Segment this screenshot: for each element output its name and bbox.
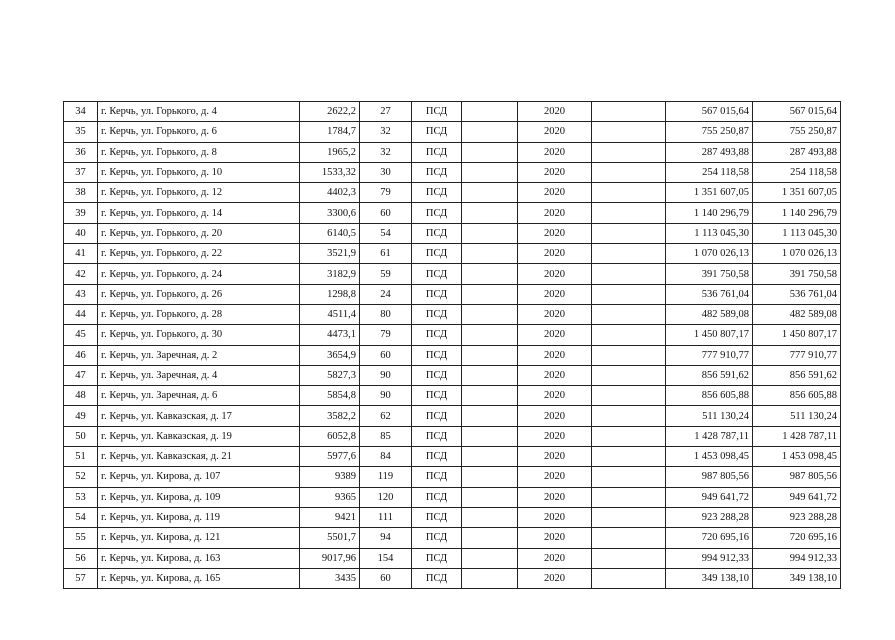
empty-cell [592,183,666,203]
table-row [64,122,841,142]
address-cell: г. Керчь, ул. Заречная, д. 4 [98,365,300,385]
row-number: 49 [64,406,98,426]
count-cell: 62 [360,406,412,426]
year-cell: 2020 [518,507,592,527]
cost-cell: 1 113 045,30 [666,223,753,243]
area-cell: 4473,1 [300,325,360,345]
table-row [64,386,841,406]
empty-cell [462,325,518,345]
empty-cell [592,406,666,426]
count-cell: 79 [360,325,412,345]
work-type-cell: ПСД [412,142,462,162]
address-cell: г. Керчь, ул. Горького, д. 10 [98,162,300,182]
row-number: 47 [64,365,98,385]
empty-cell [592,467,666,487]
cost-cell: 755 250,87 [666,122,753,142]
address-cell: г. Керчь, ул. Горького, д. 24 [98,264,300,284]
address-cell: г. Керчь, ул. Кавказская, д. 21 [98,447,300,467]
row-number: 54 [64,507,98,527]
work-type-cell: ПСД [412,102,462,122]
table-row [64,325,841,345]
total-cost-cell: 254 118,58 [753,162,841,182]
cost-cell: 923 288,28 [666,507,753,527]
row-number: 37 [64,162,98,182]
empty-cell [462,162,518,182]
empty-cell [592,102,666,122]
work-type-cell: ПСД [412,264,462,284]
table-row [64,487,841,507]
address-cell: г. Керчь, ул. Горького, д. 12 [98,183,300,203]
empty-cell [592,548,666,568]
empty-cell [462,345,518,365]
table-row [64,467,841,487]
area-cell: 5854,8 [300,386,360,406]
cost-cell: 949 641,72 [666,487,753,507]
table-row [64,426,841,446]
empty-cell [462,467,518,487]
work-type-cell: ПСД [412,365,462,385]
area-cell: 6052,8 [300,426,360,446]
row-number: 35 [64,122,98,142]
year-cell: 2020 [518,284,592,304]
address-cell: г. Керчь, ул. Горького, д. 14 [98,203,300,223]
table-row [64,528,841,548]
address-cell: г. Керчь, ул. Кавказская, д. 17 [98,406,300,426]
address-cell: г. Керчь, ул. Горького, д. 30 [98,325,300,345]
table-row [64,162,841,182]
year-cell: 2020 [518,264,592,284]
empty-cell [462,122,518,142]
cost-cell: 994 912,33 [666,548,753,568]
table-row [64,548,841,568]
empty-cell [462,223,518,243]
cost-cell: 1 450 807,17 [666,325,753,345]
row-number: 38 [64,183,98,203]
cost-cell: 1 140 296,79 [666,203,753,223]
year-cell: 2020 [518,183,592,203]
row-number: 50 [64,426,98,446]
count-cell: 80 [360,304,412,324]
year-cell: 2020 [518,568,592,588]
area-cell: 3654,9 [300,345,360,365]
count-cell: 54 [360,223,412,243]
table-row [64,507,841,527]
total-cost-cell: 777 910,77 [753,345,841,365]
total-cost-cell: 391 750,58 [753,264,841,284]
total-cost-cell: 536 761,04 [753,284,841,304]
work-type-cell: ПСД [412,223,462,243]
cost-cell: 1 453 098,45 [666,447,753,467]
table-row [64,244,841,264]
area-cell: 5827,3 [300,365,360,385]
address-cell: г. Керчь, ул. Горького, д. 28 [98,304,300,324]
row-number: 55 [64,528,98,548]
cost-cell: 1 351 607,05 [666,183,753,203]
work-type-cell: ПСД [412,568,462,588]
empty-cell [592,304,666,324]
empty-cell [462,447,518,467]
table-row [64,447,841,467]
address-cell: г. Керчь, ул. Кирова, д. 107 [98,467,300,487]
table-row [64,223,841,243]
year-cell: 2020 [518,223,592,243]
total-cost-cell: 511 130,24 [753,406,841,426]
row-number: 51 [64,447,98,467]
table-row [64,284,841,304]
count-cell: 154 [360,548,412,568]
cost-cell: 1 070 026,13 [666,244,753,264]
count-cell: 120 [360,487,412,507]
row-number: 40 [64,223,98,243]
table-row [64,304,841,324]
empty-cell [592,507,666,527]
cost-cell: 254 118,58 [666,162,753,182]
empty-cell [592,264,666,284]
total-cost-cell: 755 250,87 [753,122,841,142]
total-cost-cell: 1 450 807,17 [753,325,841,345]
area-cell: 2622,2 [300,102,360,122]
area-cell: 1298,8 [300,284,360,304]
address-cell: г. Керчь, ул. Горького, д. 20 [98,223,300,243]
year-cell: 2020 [518,203,592,223]
area-cell: 9389 [300,467,360,487]
count-cell: 60 [360,203,412,223]
count-cell: 32 [360,122,412,142]
area-cell: 3582,2 [300,406,360,426]
work-type-cell: ПСД [412,467,462,487]
cost-cell: 567 015,64 [666,102,753,122]
work-type-cell: ПСД [412,203,462,223]
total-cost-cell: 856 605,88 [753,386,841,406]
year-cell: 2020 [518,304,592,324]
total-cost-cell: 1 113 045,30 [753,223,841,243]
empty-cell [592,386,666,406]
address-cell: г. Керчь, ул. Кирова, д. 119 [98,507,300,527]
empty-cell [462,183,518,203]
work-type-cell: ПСД [412,386,462,406]
total-cost-cell: 923 288,28 [753,507,841,527]
area-cell: 3300,6 [300,203,360,223]
cost-cell: 287 493,88 [666,142,753,162]
housing-registry-table [63,101,841,589]
row-number: 45 [64,325,98,345]
empty-cell [592,223,666,243]
row-number: 34 [64,102,98,122]
table-body [64,102,841,589]
count-cell: 30 [360,162,412,182]
total-cost-cell: 567 015,64 [753,102,841,122]
total-cost-cell: 349 138,10 [753,568,841,588]
empty-cell [592,365,666,385]
count-cell: 85 [360,426,412,446]
area-cell: 9421 [300,507,360,527]
address-cell: г. Керчь, ул. Кирова, д. 109 [98,487,300,507]
empty-cell [462,507,518,527]
empty-cell [462,568,518,588]
empty-cell [462,244,518,264]
table-row [64,203,841,223]
empty-cell [592,284,666,304]
empty-cell [462,426,518,446]
year-cell: 2020 [518,162,592,182]
work-type-cell: ПСД [412,507,462,527]
empty-cell [462,406,518,426]
cost-cell: 856 605,88 [666,386,753,406]
address-cell: г. Керчь, ул. Горького, д. 6 [98,122,300,142]
address-cell: г. Керчь, ул. Кавказская, д. 19 [98,426,300,446]
address-cell: г. Керчь, ул. Заречная, д. 2 [98,345,300,365]
count-cell: 61 [360,244,412,264]
empty-cell [592,345,666,365]
cost-cell: 856 591,62 [666,365,753,385]
row-number: 48 [64,386,98,406]
empty-cell [592,568,666,588]
address-cell: г. Керчь, ул. Горького, д. 22 [98,244,300,264]
work-type-cell: ПСД [412,284,462,304]
cost-cell: 536 761,04 [666,284,753,304]
count-cell: 27 [360,102,412,122]
count-cell: 119 [360,467,412,487]
total-cost-cell: 987 805,56 [753,467,841,487]
year-cell: 2020 [518,487,592,507]
year-cell: 2020 [518,426,592,446]
count-cell: 84 [360,447,412,467]
row-number: 36 [64,142,98,162]
row-number: 44 [64,304,98,324]
row-number: 57 [64,568,98,588]
area-cell: 1784,7 [300,122,360,142]
count-cell: 79 [360,183,412,203]
address-cell: г. Керчь, ул. Горького, д. 4 [98,102,300,122]
table-row [64,345,841,365]
empty-cell [592,447,666,467]
total-cost-cell: 994 912,33 [753,548,841,568]
count-cell: 59 [360,264,412,284]
empty-cell [462,548,518,568]
empty-cell [592,487,666,507]
area-cell: 9017,96 [300,548,360,568]
cost-cell: 777 910,77 [666,345,753,365]
empty-cell [592,325,666,345]
year-cell: 2020 [518,447,592,467]
area-cell: 3435 [300,568,360,588]
row-number: 43 [64,284,98,304]
table-row [64,406,841,426]
row-number: 39 [64,203,98,223]
year-cell: 2020 [518,467,592,487]
empty-cell [462,528,518,548]
empty-cell [462,386,518,406]
count-cell: 60 [360,345,412,365]
empty-cell [462,142,518,162]
address-cell: г. Керчь, ул. Горького, д. 26 [98,284,300,304]
cost-cell: 511 130,24 [666,406,753,426]
empty-cell [462,102,518,122]
cost-cell: 482 589,08 [666,304,753,324]
work-type-cell: ПСД [412,528,462,548]
area-cell: 3521,9 [300,244,360,264]
work-type-cell: ПСД [412,304,462,324]
year-cell: 2020 [518,325,592,345]
row-number: 56 [64,548,98,568]
total-cost-cell: 949 641,72 [753,487,841,507]
work-type-cell: ПСД [412,122,462,142]
empty-cell [462,284,518,304]
empty-cell [592,162,666,182]
row-number: 41 [64,244,98,264]
area-cell: 3182,9 [300,264,360,284]
year-cell: 2020 [518,122,592,142]
empty-cell [462,264,518,284]
total-cost-cell: 1 140 296,79 [753,203,841,223]
total-cost-cell: 856 591,62 [753,365,841,385]
area-cell: 6140,5 [300,223,360,243]
row-number: 53 [64,487,98,507]
table-row [64,568,841,588]
total-cost-cell: 1 428 787,11 [753,426,841,446]
address-cell: г. Керчь, ул. Горького, д. 8 [98,142,300,162]
count-cell: 94 [360,528,412,548]
count-cell: 90 [360,365,412,385]
empty-cell [592,203,666,223]
row-number: 52 [64,467,98,487]
empty-cell [592,244,666,264]
cost-cell: 391 750,58 [666,264,753,284]
area-cell: 4511,4 [300,304,360,324]
work-type-cell: ПСД [412,244,462,264]
total-cost-cell: 287 493,88 [753,142,841,162]
total-cost-cell: 1 070 026,13 [753,244,841,264]
total-cost-cell: 720 695,16 [753,528,841,548]
table-row [64,264,841,284]
work-type-cell: ПСД [412,406,462,426]
empty-cell [592,142,666,162]
table-row [64,142,841,162]
cost-cell: 1 428 787,11 [666,426,753,446]
area-cell: 1533,32 [300,162,360,182]
work-type-cell: ПСД [412,325,462,345]
work-type-cell: ПСД [412,487,462,507]
year-cell: 2020 [518,365,592,385]
empty-cell [462,203,518,223]
work-type-cell: ПСД [412,183,462,203]
empty-cell [462,365,518,385]
empty-cell [462,304,518,324]
table-row [64,183,841,203]
count-cell: 24 [360,284,412,304]
work-type-cell: ПСД [412,548,462,568]
address-cell: г. Керчь, ул. Заречная, д. 6 [98,386,300,406]
year-cell: 2020 [518,406,592,426]
year-cell: 2020 [518,386,592,406]
area-cell: 9365 [300,487,360,507]
year-cell: 2020 [518,548,592,568]
year-cell: 2020 [518,244,592,264]
work-type-cell: ПСД [412,447,462,467]
area-cell: 5977,6 [300,447,360,467]
work-type-cell: ПСД [412,426,462,446]
work-type-cell: ПСД [412,162,462,182]
cost-cell: 349 138,10 [666,568,753,588]
work-type-cell: ПСД [412,345,462,365]
address-cell: г. Керчь, ул. Кирова, д. 163 [98,548,300,568]
empty-cell [592,528,666,548]
cost-cell: 720 695,16 [666,528,753,548]
row-number: 42 [64,264,98,284]
area-cell: 5501,7 [300,528,360,548]
count-cell: 111 [360,507,412,527]
total-cost-cell: 1 453 098,45 [753,447,841,467]
year-cell: 2020 [518,345,592,365]
count-cell: 60 [360,568,412,588]
area-cell: 4402,3 [300,183,360,203]
table-row [64,102,841,122]
total-cost-cell: 482 589,08 [753,304,841,324]
address-cell: г. Керчь, ул. Кирова, д. 165 [98,568,300,588]
empty-cell [462,487,518,507]
total-cost-cell: 1 351 607,05 [753,183,841,203]
area-cell: 1965,2 [300,142,360,162]
count-cell: 32 [360,142,412,162]
empty-cell [592,426,666,446]
year-cell: 2020 [518,142,592,162]
count-cell: 90 [360,386,412,406]
year-cell: 2020 [518,102,592,122]
year-cell: 2020 [518,528,592,548]
address-cell: г. Керчь, ул. Кирова, д. 121 [98,528,300,548]
empty-cell [592,122,666,142]
table-row [64,365,841,385]
row-number: 46 [64,345,98,365]
cost-cell: 987 805,56 [666,467,753,487]
